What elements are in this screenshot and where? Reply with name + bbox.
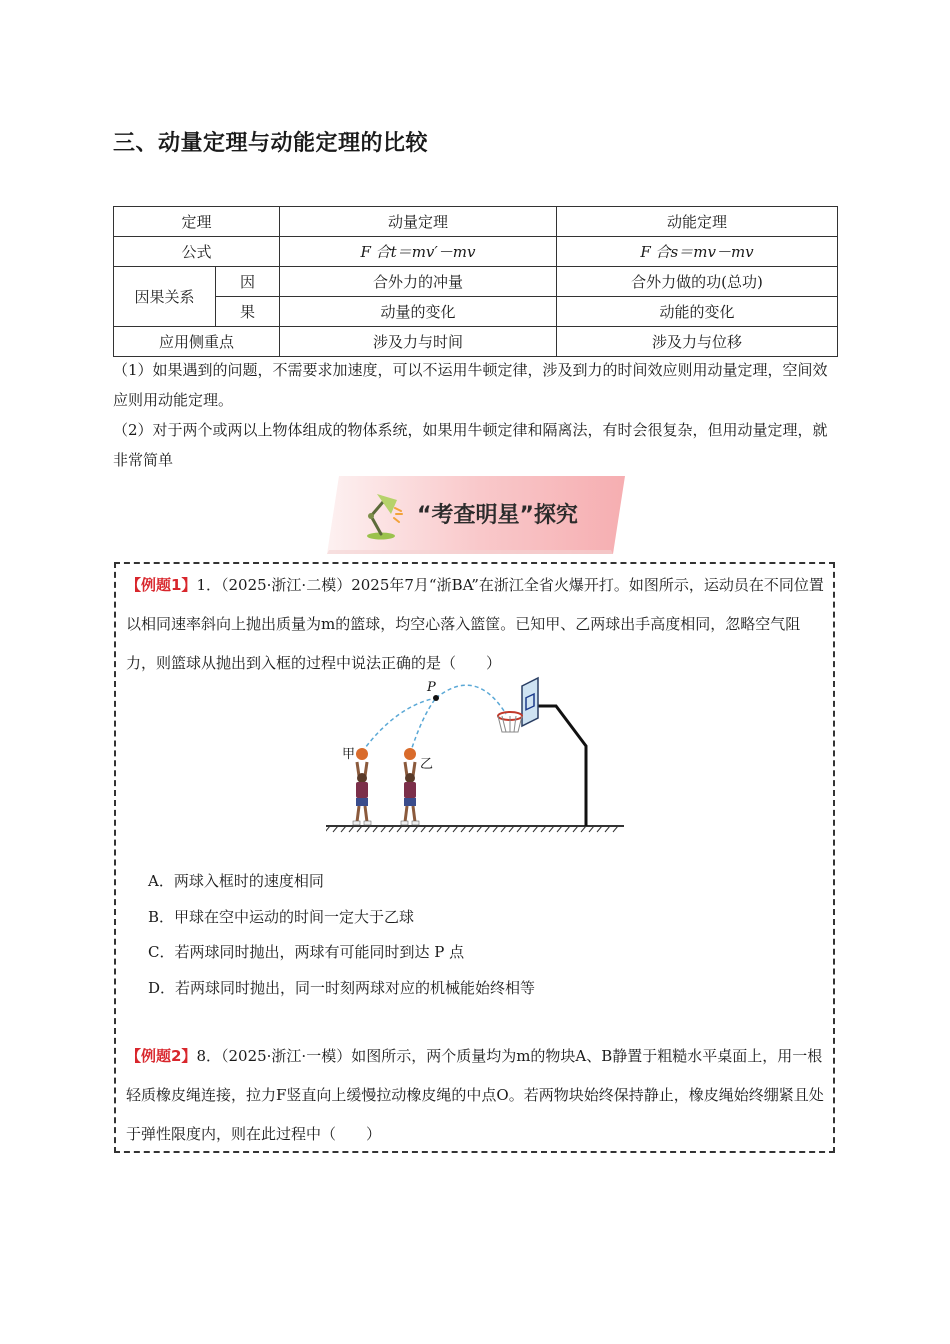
table-cell: 动量的变化 bbox=[280, 297, 557, 327]
section-title: 三、动量定理与动能定理的比较 bbox=[113, 131, 429, 156]
option-b: B．甲球在空中运动的时间一定大于乙球 bbox=[148, 907, 415, 926]
section-banner bbox=[327, 476, 625, 554]
example-box bbox=[114, 562, 835, 1153]
desk-lamp-icon bbox=[357, 490, 409, 542]
example-2-text: 8．（2025·浙江·一模）如图所示，两个质量均为m的物块A、B静置于粗糙水平桌面上，用一根轻质橡皮绳连接，拉力F竖直向上缓慢拉动橡皮绳的中点O。若两物块始终保持静止，橡皮绳始终绷紧且处于弹性限度内，则在此过程中（ ） bbox=[126, 1047, 824, 1143]
table-row bbox=[114, 237, 838, 267]
note-paragraph: （2）对于两个或两以上物体组成的物体系统，如果用牛顿定律和隔离法，有时会很复杂，但用动量定理，就非常简单 bbox=[113, 421, 828, 469]
table-cell: 公式 bbox=[114, 237, 280, 267]
table-cell: 因果关系 bbox=[114, 267, 216, 327]
banner-title: “考查明星”探究 bbox=[417, 503, 578, 528]
basketball-figure bbox=[326, 676, 636, 836]
table-row bbox=[114, 327, 838, 357]
table-cell: 因 bbox=[216, 267, 280, 297]
point-p bbox=[433, 695, 439, 701]
table-cell: 涉及力与时间 bbox=[280, 327, 557, 357]
table-cell: 应用侧重点 bbox=[114, 327, 280, 357]
notes bbox=[113, 355, 839, 475]
table-header-cell: 动能定理 bbox=[557, 207, 838, 237]
table-row bbox=[114, 267, 838, 297]
label-p: P bbox=[427, 680, 436, 695]
table-header-cell: 定理 bbox=[114, 207, 280, 237]
option-a: A．两球入框时的速度相同 bbox=[148, 872, 324, 890]
energy-formula: F 合s＝mv－mv bbox=[557, 237, 838, 267]
table-cell: 动能的变化 bbox=[557, 297, 838, 327]
label-jia: 甲 bbox=[342, 747, 356, 762]
player-jia bbox=[353, 748, 371, 825]
example-1-tag: 【例题1】 bbox=[126, 576, 197, 594]
table-row bbox=[114, 207, 838, 237]
example-1-options bbox=[148, 864, 535, 1006]
momentum-formula: F 合t＝mv′－mv bbox=[280, 237, 557, 267]
label-yi: 乙 bbox=[420, 757, 434, 772]
table-cell: 合外力做的功(总功) bbox=[557, 267, 838, 297]
example-1-text: 1．（2025·浙江·二模）2025年7月“浙BA”在浙江全省火爆开打。如图所示，运动员在不同位置以相同速率斜向上抛出质量为m的篮球，均空心落入篮筐。已知甲、乙两球出手高度相同，忽略空气阻力，则篮球从抛出到入框的过程中说法正确的是（ ） bbox=[126, 576, 824, 672]
example-2-tag: 【例题2】 bbox=[126, 1047, 197, 1065]
example-2 bbox=[126, 1037, 830, 1154]
table-header-cell: 动量定理 bbox=[280, 207, 557, 237]
example-1 bbox=[126, 566, 830, 683]
option-d: D．若两球同时抛出，同一时刻两球对应的机械能始终相等 bbox=[148, 978, 536, 997]
player-yi bbox=[401, 748, 419, 825]
note-paragraph: （1）如果遇到的问题，不需要求加速度，可以不运用牛顿定律，涉及到力的时间效应则用动量定理，空间效应则用动能定理。 bbox=[113, 361, 828, 409]
table-cell: 合外力的冲量 bbox=[280, 267, 557, 297]
option-c: C．若两球同时抛出，两球有可能同时到达 P 点 bbox=[148, 943, 465, 961]
table-row bbox=[114, 297, 838, 327]
comparison-table bbox=[113, 206, 838, 357]
table-cell: 涉及力与位移 bbox=[557, 327, 838, 357]
table-cell: 果 bbox=[216, 297, 280, 327]
